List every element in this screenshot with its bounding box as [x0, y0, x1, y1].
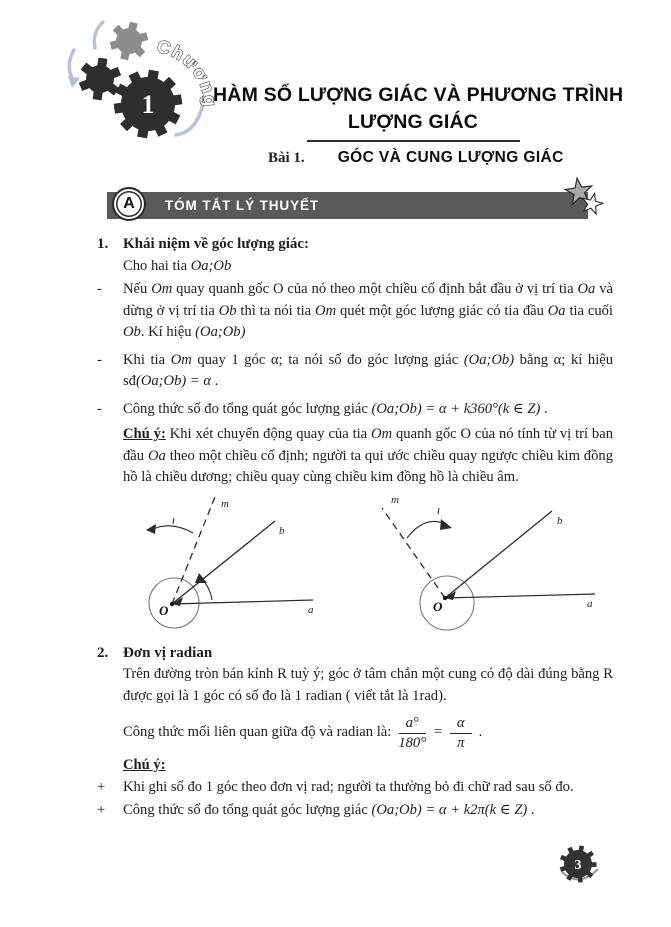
stars-decoration-icon — [558, 175, 612, 223]
formula-intro: Công thức mối liên quan giữa độ và radian là: — [123, 724, 392, 741]
page-number-gear — [548, 838, 612, 902]
formula-period: . — [478, 724, 483, 741]
accent-arc-left-arrowhead-icon — [68, 76, 80, 88]
rotation-arrowhead-icon — [440, 519, 452, 530]
label-o: O — [159, 602, 169, 618]
note-label: Chú ý: — [123, 757, 166, 773]
label-m: m — [221, 497, 229, 510]
bullet-marker: - — [97, 281, 102, 297]
bullet-text: Công thức số đo tổng quát góc lượng giác (Oa;Ob) = α + k360°(k ∈ Z) . — [123, 400, 548, 417]
section2-bullet-1 — [97, 777, 613, 799]
figure-negative-rotation — [367, 491, 617, 639]
lesson-title: GÓC VÀ CUNG LƯỢNG GIÁC — [337, 149, 564, 166]
section-letter-badge — [112, 187, 146, 221]
small-dark-gear-icon — [77, 55, 123, 102]
section2-paragraph: Trên đường tròn bán kính R tuỳ ý; góc ở tâm chắn một cung có độ dài đúng bằng R được gọi là 1 góc có số đo là 1 radian ( viết tắt là 1rad). — [123, 666, 613, 704]
fraction-numerator: α — [450, 715, 472, 734]
chapter-gear-logo — [0, 0, 230, 150]
section2-number: 2. — [97, 644, 109, 661]
label-o: O — [433, 598, 443, 614]
accent-arc-top-icon — [94, 22, 103, 48]
banner-bar — [107, 192, 588, 219]
banner-title: TÓM TẮT LÝ THUYẾT — [165, 198, 320, 213]
chapter-word-curved: Chương — [155, 36, 221, 109]
section1-bullet-3 — [97, 399, 613, 421]
label-m: m — [391, 493, 399, 506]
title-underline — [307, 140, 520, 142]
label-b: b — [279, 524, 285, 537]
rotation-arrowhead-icon — [146, 524, 156, 534]
bullet-text: Khi ghi số đo 1 góc theo đơn vị rad; người ta thường bỏ đi chữ rad sau số đo. — [123, 778, 574, 795]
fraction-radians — [450, 715, 472, 752]
section1-bullet-1 — [97, 279, 613, 344]
section-a-banner — [107, 192, 588, 219]
section1-number: 1. — [97, 236, 109, 252]
rotation-arrow-icon — [153, 525, 193, 532]
figure-positive-rotation — [117, 491, 367, 639]
section1-intro: Cho hai tia Oa;Ob — [123, 257, 232, 274]
bullet-marker: + — [97, 778, 106, 795]
fraction-denominator: 180° — [398, 734, 427, 751]
lesson-row — [213, 149, 613, 167]
lesson-number: Bài 1. — [268, 150, 305, 166]
chapter-title-line2: LƯỢNG GIÁC — [347, 111, 479, 133]
section1-heading-row — [97, 234, 613, 256]
figures-row — [117, 491, 613, 639]
fraction-degrees — [398, 715, 426, 752]
section-letter: A — [123, 195, 135, 212]
equals-sign: = — [433, 724, 443, 741]
section1-bullet-2 — [97, 350, 613, 393]
label-b: b — [557, 514, 563, 527]
accent-arc-left-icon — [69, 50, 74, 80]
chapter-title-block — [213, 82, 624, 167]
section2-heading: Đơn vị radian — [123, 644, 213, 661]
bullet-marker: - — [97, 400, 102, 417]
label-a: a — [308, 603, 314, 616]
section1-heading: Khái niệm về góc lượng giác: — [123, 236, 310, 252]
label-a: a — [587, 597, 593, 610]
page-number: 3 — [574, 858, 582, 873]
section2-note-heading — [123, 755, 613, 777]
bullet-text: Nếu Om quay quanh gốc O của nó theo một chiều cố định bắt đầu ở vị trí tia Oa và dừng ở vị trí tia Ob thì ta nói tia Om quét một góc lượng giác có tia đầu Oa tia cuối Ob. Kí hiệu (Oa;Ob) — [123, 281, 614, 340]
chapter-title-line1: HÀM SỐ LƯỢNG GIÁC VÀ PHƯƠNG TRÌNH — [213, 84, 624, 106]
section2-bullet-2 — [97, 800, 613, 822]
note-text: Khi xét chuyển động quay của tia Om quanh gốc O của nó tính từ vị trí ban đầu Oa theo một chiều cố định; người ta qui ước chiều quay ngược chiều kim đồng hồ là chiều dương; chiều quay cùng chiều kim đồng hồ là chiều âm. — [123, 426, 614, 485]
note-label: Chú ý: — [123, 426, 166, 442]
bullet-marker: + — [97, 802, 106, 818]
fraction-numerator: a° — [399, 715, 426, 734]
bullet-text: Công thức số đo tổng quát góc lượng giác (Oa;Ob) = α + k2π(k ∈ Z) . — [123, 802, 535, 818]
section1-note — [123, 424, 613, 489]
degree-radian-formula — [123, 711, 613, 755]
chapter-number: 1 — [141, 90, 155, 119]
bullet-marker: - — [97, 351, 102, 368]
rotation-arrow-icon — [407, 521, 445, 538]
gray-gear-icon — [106, 18, 151, 64]
fraction-denominator: π — [457, 734, 465, 751]
section2-heading-row — [97, 643, 613, 665]
content — [97, 234, 613, 822]
bullet-text: Khi tia Om quay 1 góc α; ta nói số đo góc lượng giác (Oa;Ob) bằng α; kí hiệu sđ(Oa;Ob) = α . — [123, 351, 614, 389]
chapter-number-gear-icon — [109, 65, 188, 144]
